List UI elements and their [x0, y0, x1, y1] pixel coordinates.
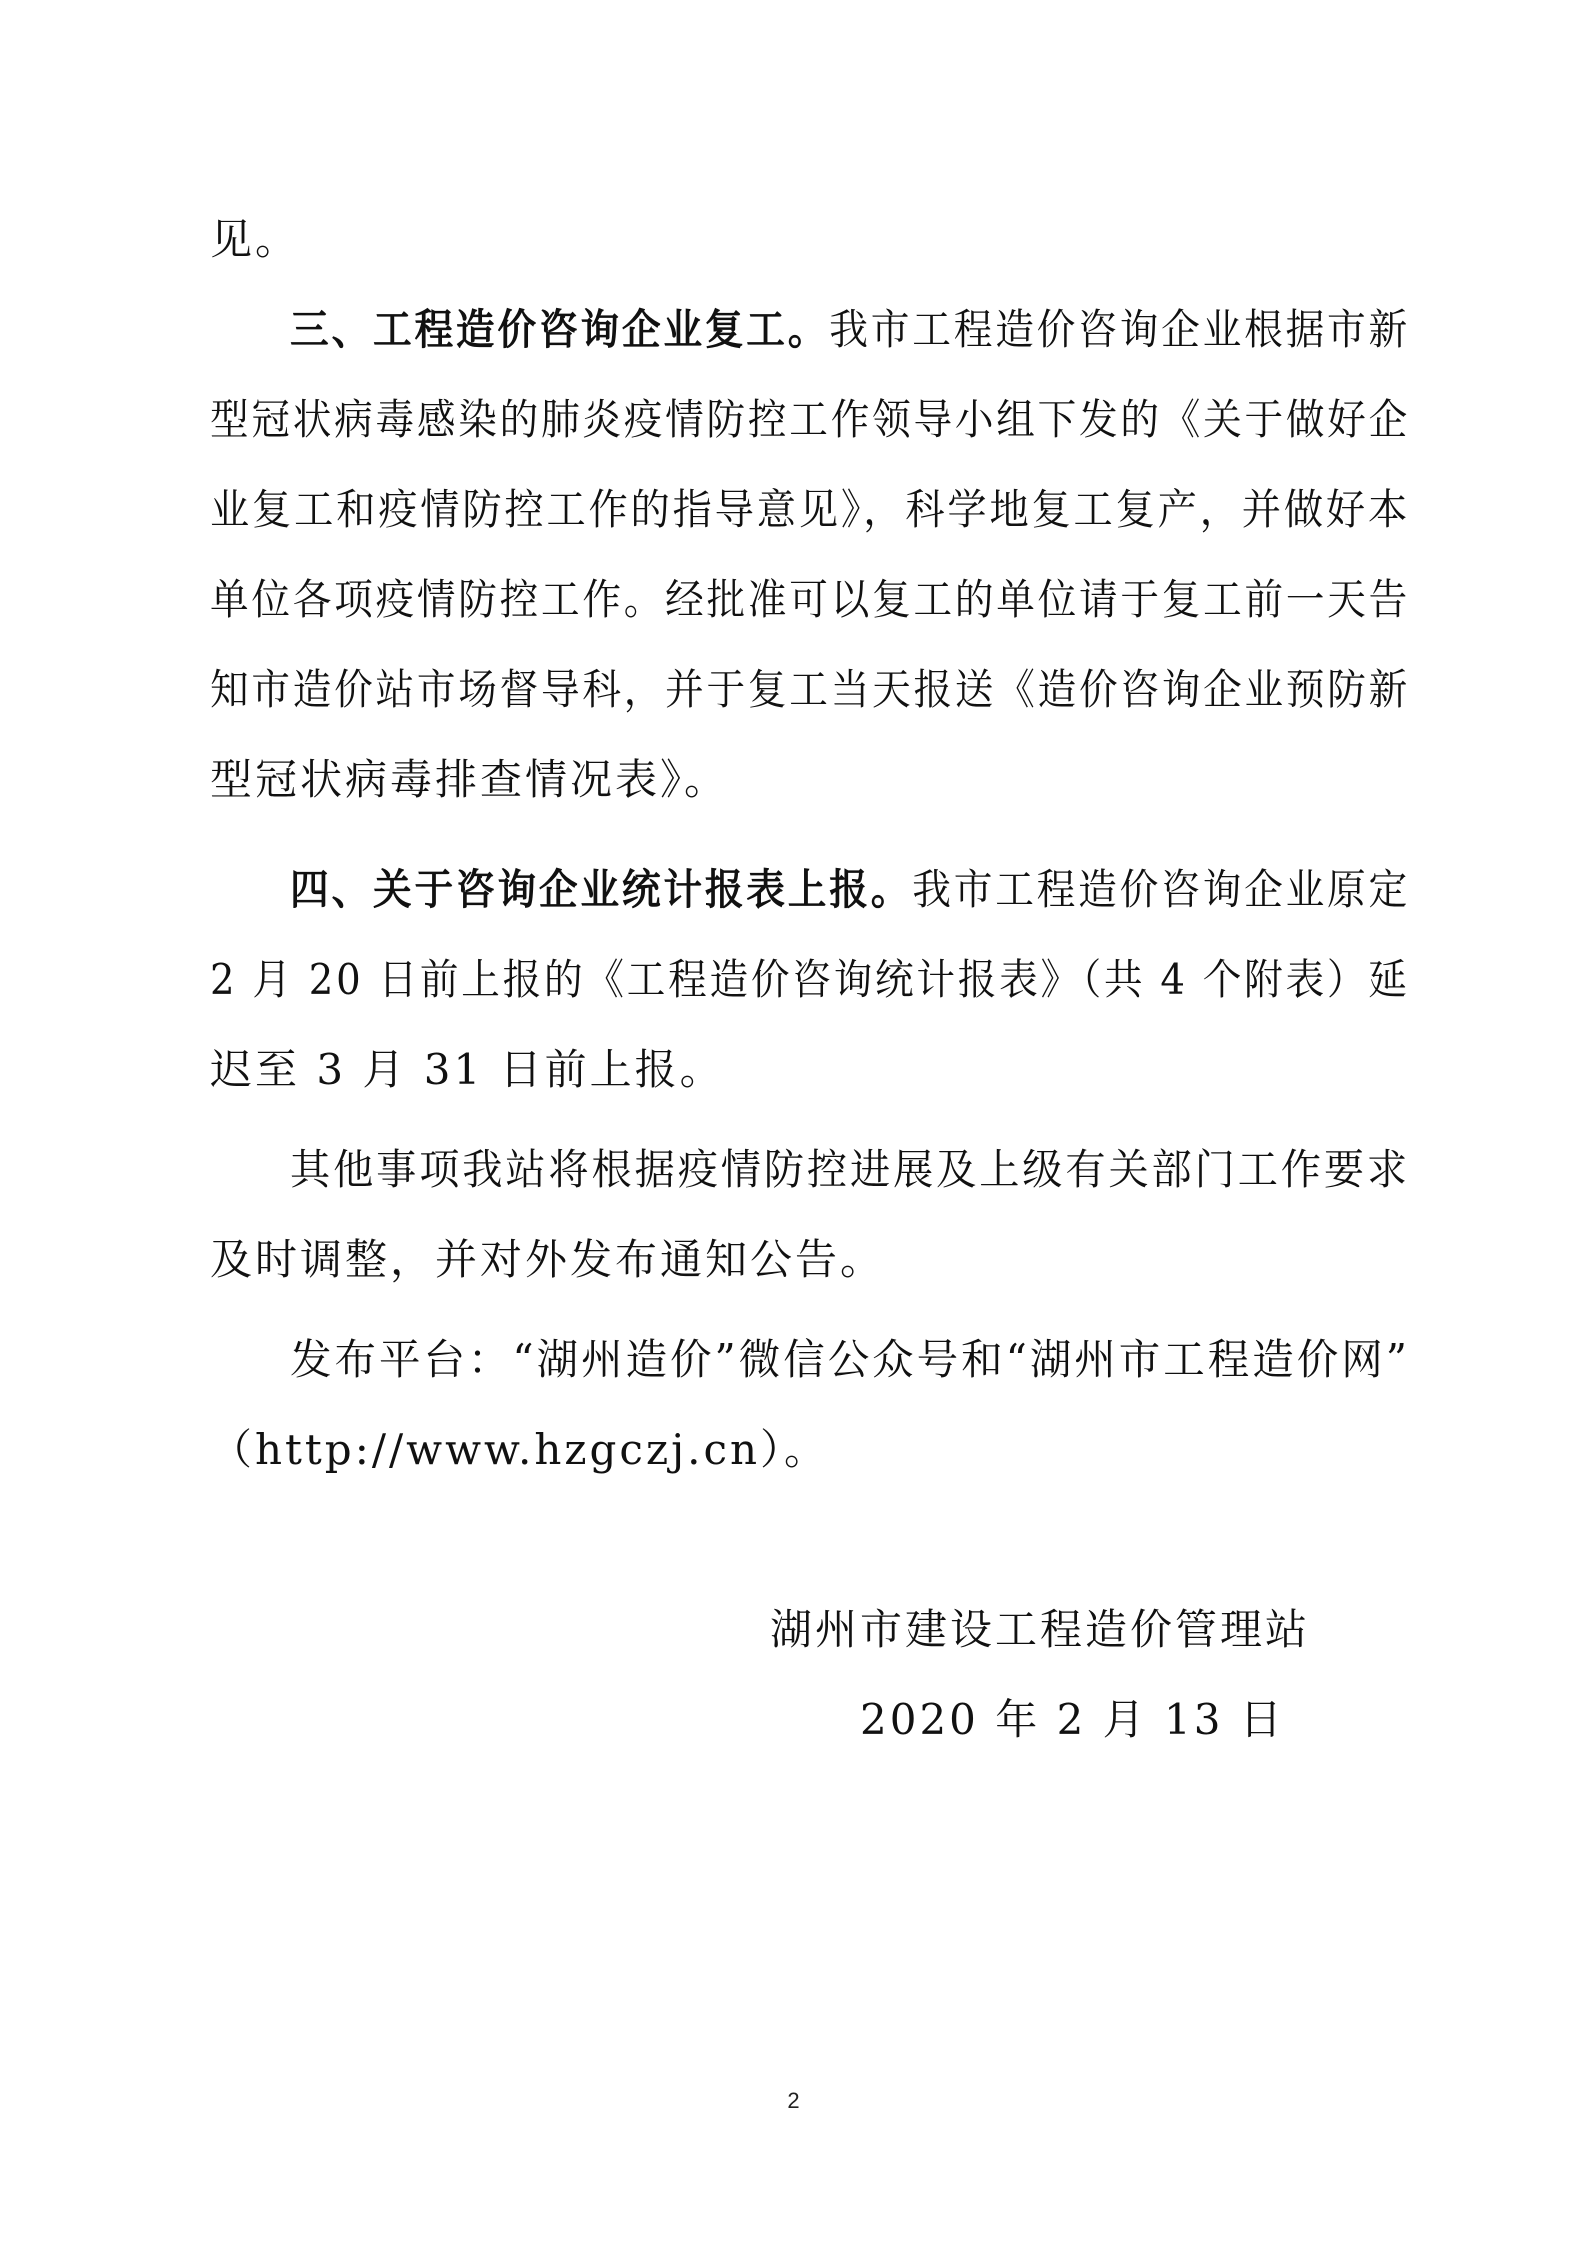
text-line-7: 型冠状病毒排查情况表》。 [210, 755, 730, 804]
text-line-6: 知市造价站市场督导科，并于复工当天报送《造价咨询企业预防新 [210, 665, 1411, 714]
text-line-3: 型冠状病毒感染的肺炎疫情防控工作领导小组下发的《关于做好企 [210, 395, 1411, 444]
text-line-8: 四、关于咨询企业统计报表上报。我市工程造价咨询企业原定 [290, 865, 1411, 914]
text-line-13: 发布平台：“湖州造价”微信公众号和“湖州市工程造价网” [290, 1335, 1410, 1384]
signature-organization: 湖州市建设工程造价管理站 [770, 1605, 1311, 1654]
text-line-9: 2 月 20 日前上报的《工程造价咨询统计报表》（共 4 个附表）延 [210, 955, 1410, 1004]
text-line-4: 业复工和疫情防控工作的指导意见》，科学地复工复产，并做好本 [210, 485, 1411, 534]
page-number: 2 [787, 2088, 800, 2113]
text-line-14: （http://www.hzgczj.cn）。 [210, 1425, 830, 1474]
text-line-2: 三、工程造价咨询企业复工。我市工程造价咨询企业根据市新 [290, 305, 1411, 354]
text-line-10: 迟至 3 月 31 日前上报。 [210, 1045, 725, 1094]
section-heading-4: 四、关于咨询企业统计报表上报。 [290, 865, 913, 914]
text-line-12: 及时调整，并对外发布通知公告。 [210, 1235, 886, 1284]
section-heading-3: 三、工程造价咨询企业复工。 [290, 305, 830, 354]
text-line-5: 单位各项疫情防控工作。经批准可以复工的单位请于复工前一天告 [210, 575, 1411, 624]
text-line-1: 见。 [210, 215, 301, 264]
text-line-11: 其他事项我站将根据疫情防控进展及上级有关部门工作要求 [290, 1145, 1411, 1194]
signature-date: 2020 年 2 月 13 日 [860, 1695, 1285, 1744]
